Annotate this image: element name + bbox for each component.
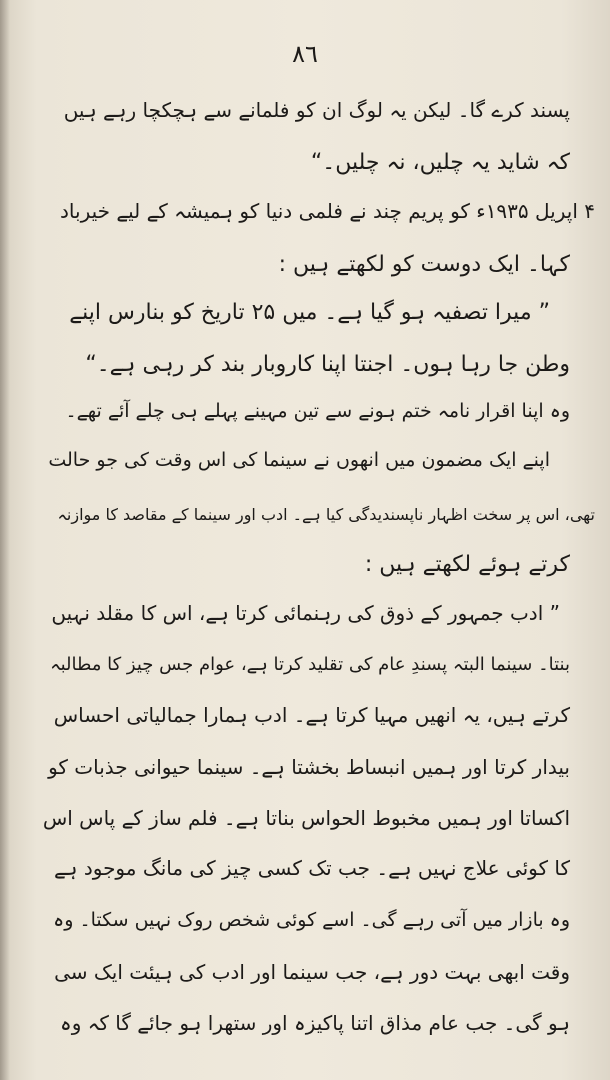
text-line-16: کا کوئی علاج نہیں ہے۔ جب تک کسی چیز کی مانگ موجود ہے bbox=[54, 856, 570, 880]
text-line-5: ” میرا تصفیہ ہو گیا ہے۔ میں ۲۵ تاریخ کو بنارس اپنے bbox=[69, 300, 550, 325]
text-line-6: وطن جا رہا ہوں۔ اجنتا اپنا کاروبار بند کر رہی ہے۔“ bbox=[85, 352, 570, 377]
text-line-12: بنتا۔ سینما البتہ پسندِ عام کی تقلید کرتا ہے، عوام جس چیز کا مطالبہ bbox=[50, 654, 570, 675]
text-line-19: ہو گی۔ جب عام مذاق اتنا پاکیزہ اور ستھرا ہو جائے گا کہ وہ bbox=[59, 1011, 570, 1035]
text-line-10: کرتے ہوئے لکھتے ہیں : bbox=[364, 552, 570, 577]
text-line-9: تھی، اس پر سخت اظہار ناپسندیدگی کیا ہے۔ ادب اور سینما کے مقاصد کا موازنہ bbox=[57, 505, 595, 524]
text-line-14: بیدار کرتا اور ہمیں انبساط بخشتا ہے۔ سینما حیوانی جذبات کو bbox=[48, 755, 570, 779]
text-line-8: اپنے ایک مضمون میں انھوں نے سینما کی اس وقت کی جو حالت bbox=[48, 449, 550, 471]
text-line-17: وہ بازار میں آتی رہے گی۔ اسے کوئی شخص روک نہیں سکتا۔ وہ bbox=[53, 909, 570, 931]
spine-shadow bbox=[0, 0, 10, 1080]
text-line-7: وہ اپنا اقرار نامہ ختم ہونے سے تین مہینے پہلے ہی چلے آئے تھے۔ bbox=[65, 400, 570, 422]
text-line-11: ” ادب جمہور کے ذوق کی رہنمائی کرتا ہے، اس کا مقلد نہیں bbox=[51, 601, 560, 625]
text-line-1: پسند کرے گا۔ لیکن یہ لوگ ان کو فلمانے سے ہچکچا رہے ہیں bbox=[63, 98, 570, 122]
text-line-18: وقت ابھی بہت دور ہے، جب سینما اور ادب کی ہیئت ایک سی bbox=[54, 960, 570, 984]
text-line-13: کرتے ہیں، یہ انھیں مہیا کرتا ہے۔ ادب ہمارا جمالیاتی احساس bbox=[53, 703, 570, 727]
text-line-3: ۴ اپریل ۱۹۳۵ء کو پریم چند نے فلمی دنیا کو ہمیشہ کے لیے خیرباد bbox=[60, 199, 595, 223]
text-line-15: اکساتا اور ہمیں مخبوط الحواس بناتا ہے۔ فلم ساز کے پاس اس bbox=[42, 806, 570, 830]
text-line-4: کہا۔ ایک دوست کو لکھتے ہیں : bbox=[278, 252, 570, 277]
page-number: ٨٦ bbox=[292, 40, 318, 68]
text-line-2: کہ شاید یہ چلیں، نہ چلیں۔“ bbox=[310, 150, 570, 175]
